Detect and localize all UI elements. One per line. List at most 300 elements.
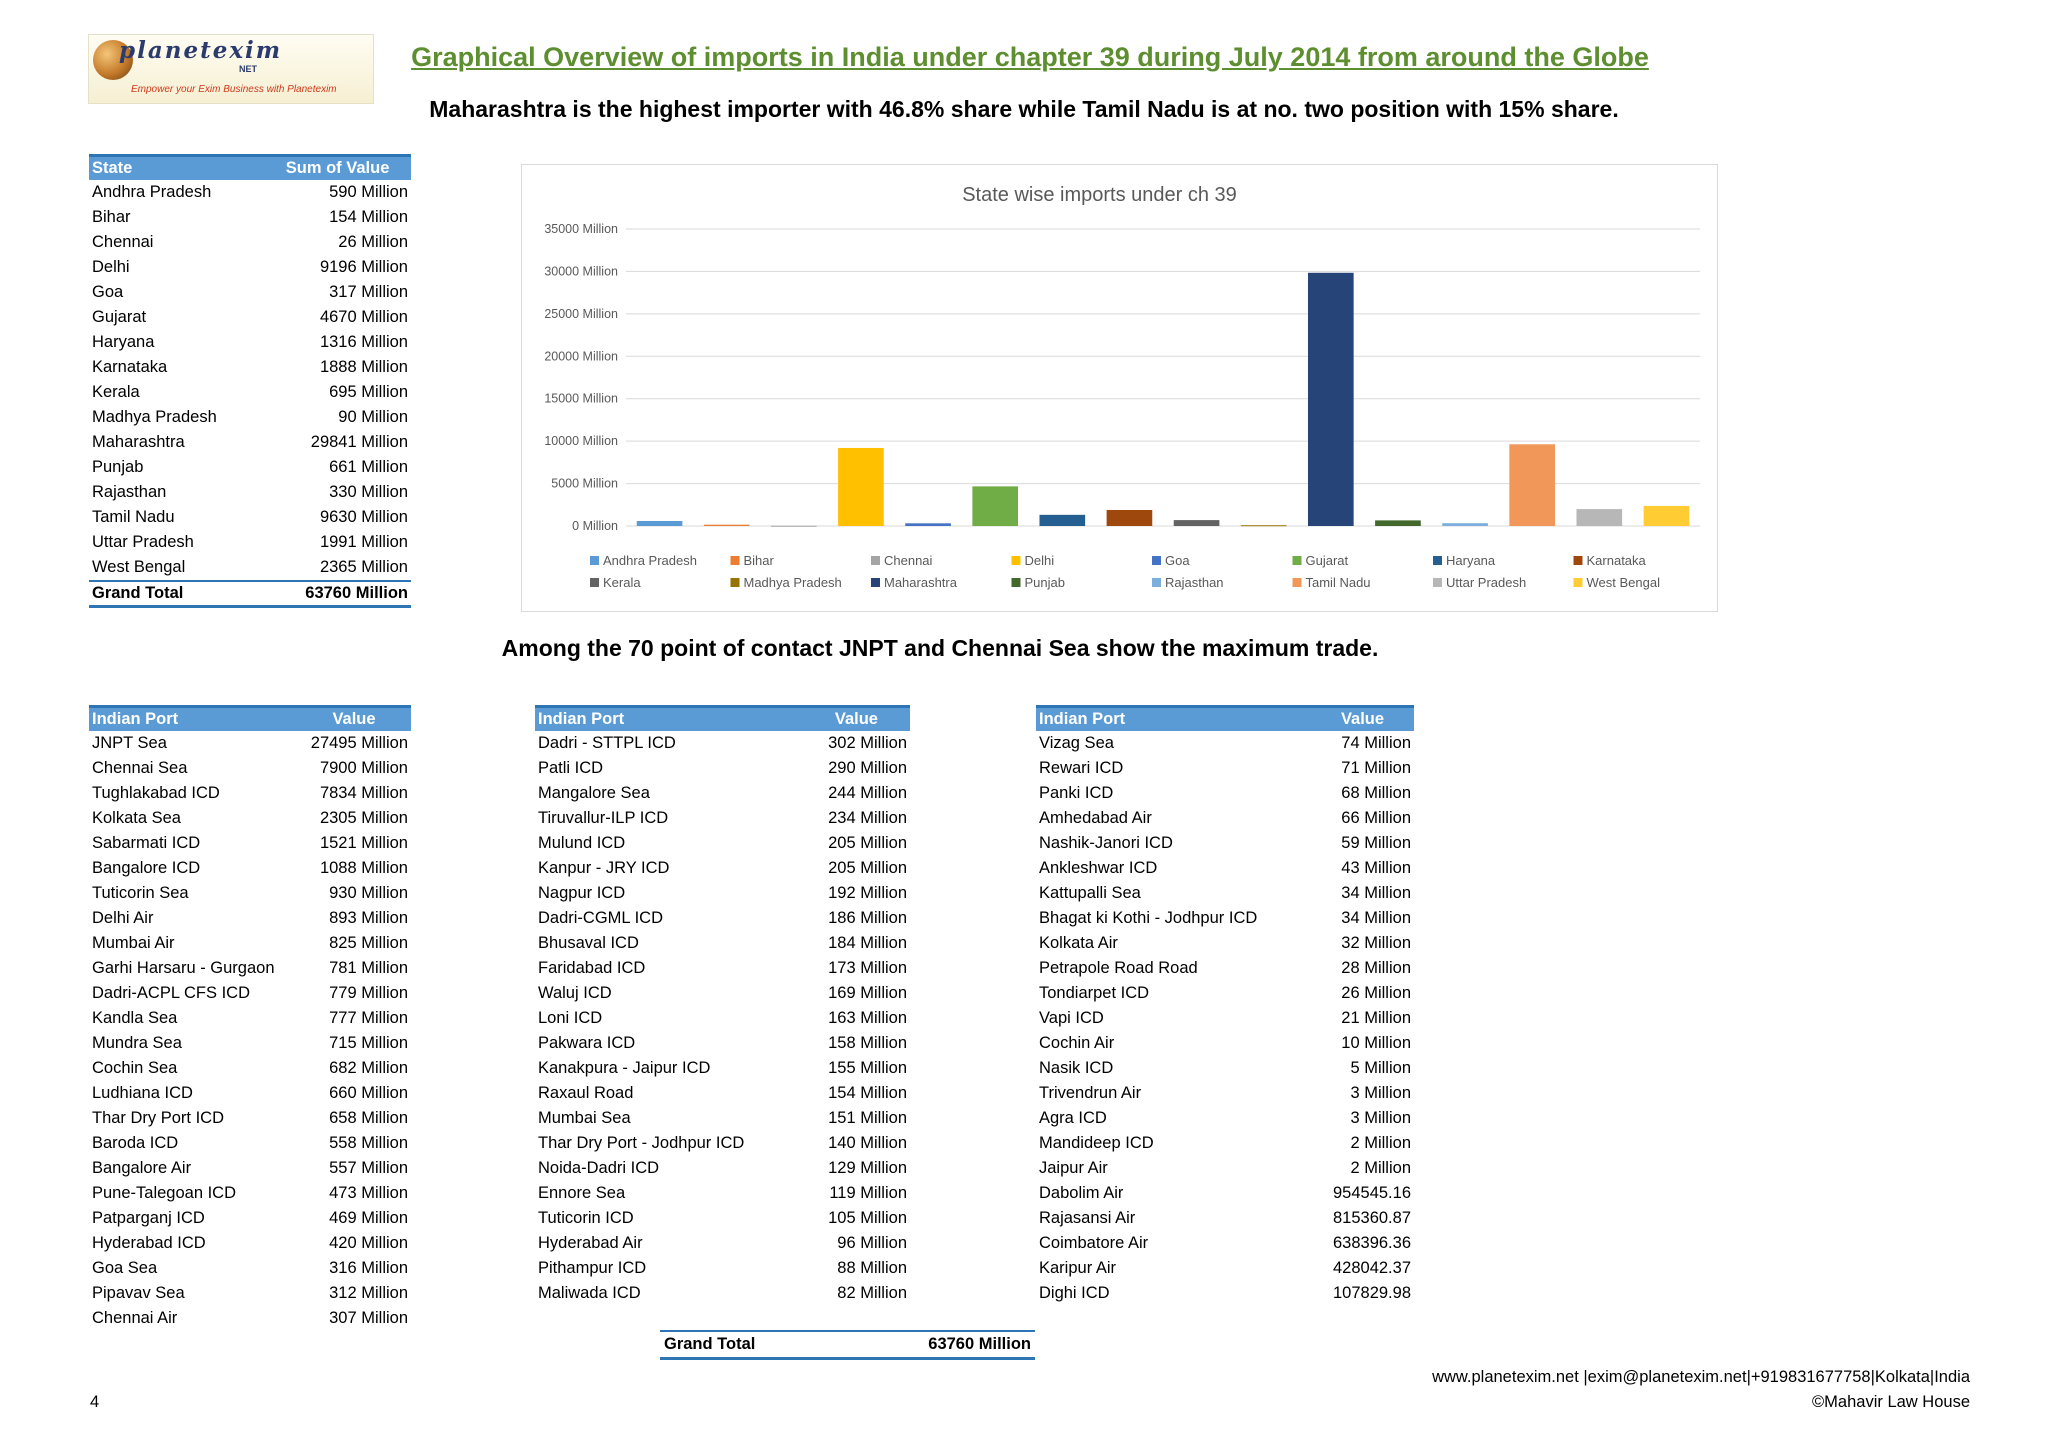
row-value: 302 Million: [828, 734, 907, 752]
row-label: Madhya Pradesh: [92, 408, 217, 426]
row-value: 82 Million: [837, 1284, 907, 1302]
table-row: [1036, 881, 1414, 906]
legend-label: Delhi: [1024, 553, 1055, 568]
row-value: 66 Million: [1341, 809, 1411, 827]
table-row: [1036, 1156, 1414, 1181]
table-row: [89, 205, 411, 230]
row-value: 205 Million: [828, 859, 907, 877]
page-number: 4: [90, 1393, 100, 1411]
col-header-indian-port: Indian Port: [89, 707, 297, 732]
row-label: Pithampur ICD: [538, 1259, 647, 1277]
row-label: Dabolim Air: [1039, 1184, 1124, 1202]
grand-total-row: [89, 581, 411, 607]
row-value: 661 Million: [329, 458, 408, 476]
row-label: Pakwara ICD: [538, 1034, 636, 1052]
table-row: [89, 856, 411, 881]
bar: [1509, 444, 1555, 526]
row-value: 154 Million: [828, 1084, 907, 1102]
row-label: Kattupalli Sea: [1039, 884, 1141, 902]
row-value: 428042.37: [1333, 1259, 1411, 1277]
row-value: 163 Million: [828, 1009, 907, 1027]
row-value: 557 Million: [329, 1159, 408, 1177]
row-value: 28 Million: [1341, 959, 1411, 977]
table-row: [535, 781, 910, 806]
bar: [905, 523, 951, 526]
row-value: 2 Million: [1350, 1159, 1411, 1177]
row-label: Ludhiana ICD: [92, 1084, 193, 1102]
row-value: 558 Million: [329, 1134, 408, 1152]
table-row: [535, 1231, 910, 1256]
table-row: [89, 180, 411, 205]
row-value: 129 Million: [828, 1159, 907, 1177]
bar: [704, 525, 750, 526]
legend-label: Punjab: [1024, 575, 1065, 590]
row-label: Karnataka: [92, 358, 168, 376]
legend-swatch: [590, 556, 599, 565]
row-label: Petrapole Road Road: [1039, 959, 1198, 977]
row-label: Chennai: [92, 233, 154, 251]
table-row: [1036, 781, 1414, 806]
col-header-indian-port: Indian Port: [535, 707, 803, 732]
row-value: 420 Million: [329, 1234, 408, 1252]
table-row: [89, 1056, 411, 1081]
row-label: Amhedabad Air: [1039, 809, 1152, 827]
bar: [1174, 520, 1220, 526]
table-row: [1036, 1281, 1414, 1306]
row-label: Tuticorin Sea: [92, 884, 189, 902]
ports-grand-total: [660, 1330, 1035, 1360]
legend-swatch: [1152, 556, 1161, 565]
row-value: 2305 Million: [319, 809, 408, 827]
legend-label: Goa: [1165, 553, 1190, 568]
row-value: 184 Million: [828, 934, 907, 952]
legend-label: Andhra Pradesh: [603, 553, 697, 568]
row-value: 186 Million: [828, 909, 907, 927]
row-label: Loni ICD: [538, 1009, 603, 1027]
table-row: [89, 756, 411, 781]
col-header-value: Value: [1311, 707, 1414, 732]
row-label: Bhusaval ICD: [538, 934, 639, 952]
legend-label: Madhya Pradesh: [743, 575, 842, 590]
legend-label: Haryana: [1446, 553, 1496, 568]
table-row: [89, 831, 411, 856]
row-label: Kerala: [92, 383, 140, 401]
table-row: [89, 906, 411, 931]
table-row: [89, 806, 411, 831]
row-label: Haryana: [92, 333, 155, 351]
row-label: Ankleshwar ICD: [1039, 859, 1158, 877]
row-value: 316 Million: [329, 1259, 408, 1277]
footer-contact: www.planetexim.net |exim@planetexim.net|+919831677758|Kolkata|India: [1432, 1368, 1970, 1386]
table-row: [535, 1156, 910, 1181]
row-label: Sabarmati ICD: [92, 834, 201, 852]
row-value: 2 Million: [1350, 1134, 1411, 1152]
row-value: 317 Million: [329, 283, 408, 301]
row-value: 9630 Million: [319, 508, 408, 526]
row-label: Dadri - STTPL ICD: [538, 734, 676, 752]
row-label: Tondiarpet ICD: [1039, 984, 1150, 1002]
table-row: [89, 430, 411, 455]
table-row: [89, 1181, 411, 1206]
table-row: [535, 756, 910, 781]
row-label: Patparganj ICD: [92, 1209, 205, 1227]
row-value: 312 Million: [329, 1284, 408, 1302]
row-label: Delhi Air: [92, 909, 154, 927]
row-value: 1991 Million: [319, 533, 408, 551]
table-row: [1036, 1131, 1414, 1156]
row-value: 74 Million: [1341, 734, 1411, 752]
legend-label: Kerala: [603, 575, 641, 590]
row-label: Andhra Pradesh: [92, 183, 212, 201]
row-label: Patli ICD: [538, 759, 604, 777]
row-label: Mangalore Sea: [538, 784, 650, 802]
row-label: Bhagat ki Kothi - Jodhpur ICD: [1039, 909, 1258, 927]
legend-swatch: [1433, 578, 1442, 587]
table-row: [1036, 956, 1414, 981]
row-label: Tuticorin ICD: [538, 1209, 634, 1227]
table-row: [535, 806, 910, 831]
table-row: [89, 1306, 411, 1331]
table-row: [89, 455, 411, 480]
row-label: Mandideep ICD: [1039, 1134, 1154, 1152]
row-label: Panki ICD: [1039, 784, 1114, 802]
ports-summary-heading: Among the 70 point of contact JNPT and Chennai Sea show the maximum trade.: [501, 635, 1379, 661]
row-label: Cochin Sea: [92, 1059, 178, 1077]
row-label: Uttar Pradesh: [92, 533, 194, 551]
row-value: 1316 Million: [319, 333, 408, 351]
row-value: 26 Million: [338, 233, 408, 251]
row-label: Dadri-ACPL CFS ICD: [92, 984, 250, 1002]
row-value: 682 Million: [329, 1059, 408, 1077]
grand-total-label: Grand Total: [664, 1335, 756, 1353]
table-row: [535, 831, 910, 856]
row-value: 307 Million: [329, 1309, 408, 1327]
row-label: Goa Sea: [92, 1259, 158, 1277]
row-value: 658 Million: [329, 1109, 408, 1127]
row-value: 469 Million: [329, 1209, 408, 1227]
table-row: [89, 731, 411, 756]
legend-label: Rajasthan: [1165, 575, 1224, 590]
row-label: Vizag Sea: [1039, 734, 1114, 752]
row-value: 155 Million: [828, 1059, 907, 1077]
row-value: 234 Million: [828, 809, 907, 827]
company-logo: [88, 34, 374, 104]
table-row: [89, 405, 411, 430]
row-label: Mundra Sea: [92, 1034, 182, 1052]
legend-label: Bihar: [743, 553, 774, 568]
row-label: Maharashtra: [92, 433, 185, 451]
row-label: Pipavav Sea: [92, 1284, 185, 1302]
col-header-value: Value: [803, 707, 910, 732]
legend-swatch: [1433, 556, 1442, 565]
table-row: [89, 505, 411, 530]
row-value: 192 Million: [828, 884, 907, 902]
row-label: Waluj ICD: [538, 984, 612, 1002]
table-row: [1036, 981, 1414, 1006]
row-value: 154 Million: [329, 208, 408, 226]
row-value: 1088 Million: [319, 859, 408, 877]
table-row: [89, 1106, 411, 1131]
row-value: 815360.87: [1333, 1209, 1411, 1227]
row-value: 59 Million: [1341, 834, 1411, 852]
row-value: 7834 Million: [319, 784, 408, 802]
row-label: Kanakpura - Jaipur ICD: [538, 1059, 711, 1077]
row-label: Hyderabad ICD: [92, 1234, 206, 1252]
ports-table-1: [89, 705, 411, 1331]
y-tick-label: 30000 Million: [544, 264, 618, 279]
legend-label: Gujarat: [1305, 553, 1349, 568]
table-row: [535, 931, 910, 956]
table-row: [1036, 1006, 1414, 1031]
row-value: 473 Million: [329, 1184, 408, 1202]
row-value: 10 Million: [1341, 1034, 1411, 1052]
row-value: 43 Million: [1341, 859, 1411, 877]
bar: [1039, 515, 1085, 526]
logo-tagline: Empower your Exim Business with Planetexim: [131, 84, 337, 95]
y-tick-label: 25000 Million: [544, 306, 618, 321]
row-label: Gujarat: [92, 308, 147, 326]
row-label: Rajasthan: [92, 483, 167, 501]
row-label: Coimbatore Air: [1039, 1234, 1149, 1252]
legend-label: Chennai: [884, 553, 933, 568]
table-row: [89, 1131, 411, 1156]
row-value: 88 Million: [837, 1259, 907, 1277]
table-row: [535, 1206, 910, 1231]
grand-total-value: 63760 Million: [928, 1335, 1031, 1353]
row-value: 7900 Million: [319, 759, 408, 777]
row-value: 34 Million: [1341, 909, 1411, 927]
table-row: [535, 1131, 910, 1156]
row-value: 90 Million: [338, 408, 408, 426]
table-row: [89, 981, 411, 1006]
legend-label: Maharashtra: [884, 575, 957, 590]
row-label: Kolkata Air: [1039, 934, 1118, 952]
row-label: Chennai Air: [92, 1309, 178, 1327]
row-value: 779 Million: [329, 984, 408, 1002]
row-label: Pune-Talegoan ICD: [92, 1184, 237, 1202]
table-row: [89, 355, 411, 380]
y-tick-label: 15000 Million: [544, 391, 618, 406]
row-value: 173 Million: [828, 959, 907, 977]
state-table: [89, 154, 411, 608]
chart-title: State wise imports under ch 39: [962, 184, 1237, 206]
row-label: Kolkata Sea: [92, 809, 181, 827]
col-header-state: State: [89, 156, 264, 181]
row-value: 21 Million: [1341, 1009, 1411, 1027]
row-label: Nagpur ICD: [538, 884, 626, 902]
table-row: [89, 230, 411, 255]
row-value: 660 Million: [329, 1084, 408, 1102]
table-row: [89, 255, 411, 280]
row-value: 244 Million: [828, 784, 907, 802]
state-summary-heading: Maharashtra is the highest importer with 46.8% share while Tamil Nadu is at no. two position with 15% share.: [429, 96, 1619, 122]
table-row: [535, 1081, 910, 1106]
row-value: 695 Million: [329, 383, 408, 401]
legend-swatch: [1574, 578, 1583, 587]
table-row: [535, 1281, 910, 1306]
row-value: 825 Million: [329, 934, 408, 952]
row-label: Maliwada ICD: [538, 1284, 641, 1302]
table-row: [89, 330, 411, 355]
table-row: [535, 981, 910, 1006]
row-value: 169 Million: [828, 984, 907, 1002]
table-row: [535, 1106, 910, 1131]
row-value: 158 Million: [828, 1034, 907, 1052]
bar: [838, 448, 884, 526]
legend-swatch: [1293, 556, 1302, 565]
col-header-sum-of-value: Sum of Value: [264, 156, 411, 181]
legend-swatch: [590, 578, 599, 587]
table-row: [1036, 756, 1414, 781]
col-header-value: Value: [297, 707, 411, 732]
table-row: [535, 1181, 910, 1206]
row-label: Ennore Sea: [538, 1184, 626, 1202]
row-label: Faridabad ICD: [538, 959, 646, 977]
row-label: Vapi ICD: [1039, 1009, 1104, 1027]
bar: [1107, 510, 1153, 526]
row-label: Mumbai Air: [92, 934, 175, 952]
table-row: [1036, 856, 1414, 881]
row-label: Bihar: [92, 208, 131, 226]
table-row: [89, 530, 411, 555]
bar: [637, 521, 683, 526]
row-value: 777 Million: [329, 1009, 408, 1027]
row-label: Bangalore Air: [92, 1159, 192, 1177]
legend-label: West Bengal: [1586, 575, 1660, 590]
y-tick-label: 0 Million: [572, 519, 618, 533]
logo-net: NET: [239, 64, 257, 74]
row-label: Chennai Sea: [92, 759, 188, 777]
row-label: Cochin Air: [1039, 1034, 1115, 1052]
legend-swatch: [1012, 578, 1021, 587]
row-label: Thar Dry Port ICD: [92, 1109, 225, 1127]
table-row: [535, 1256, 910, 1281]
row-value: 205 Million: [828, 834, 907, 852]
table-row: [89, 1081, 411, 1106]
row-label: Noida-Dadri ICD: [538, 1159, 660, 1177]
row-value: 930 Million: [329, 884, 408, 902]
row-label: Mulund ICD: [538, 834, 626, 852]
row-value: 140 Million: [828, 1134, 907, 1152]
row-value: 330 Million: [329, 483, 408, 501]
row-label: Tiruvallur-ILP ICD: [538, 809, 669, 827]
row-label: Agra ICD: [1039, 1109, 1107, 1127]
legend-swatch: [1574, 556, 1583, 565]
table-row: [89, 781, 411, 806]
row-value: 4670 Million: [319, 308, 408, 326]
table-row: [535, 856, 910, 881]
logo-brand: planetexim: [119, 37, 283, 64]
row-label: JNPT Sea: [92, 734, 167, 752]
row-label: Tamil Nadu: [92, 508, 175, 526]
bar: [1576, 509, 1622, 526]
row-value: 34 Million: [1341, 884, 1411, 902]
y-tick-label: 10000 Million: [544, 434, 618, 449]
row-value: 96 Million: [837, 1234, 907, 1252]
table-row: [89, 881, 411, 906]
y-tick-label: 20000 Million: [544, 349, 618, 364]
row-value: 290 Million: [828, 759, 907, 777]
bar: [1241, 525, 1287, 526]
row-label: Dighi ICD: [1039, 1284, 1110, 1302]
col-header-indian-port: Indian Port: [1036, 707, 1311, 732]
row-label: Jaipur Air: [1039, 1159, 1108, 1177]
row-label: Rewari ICD: [1039, 759, 1124, 777]
table-row: [89, 931, 411, 956]
bar: [1644, 506, 1690, 526]
table-row: [89, 1006, 411, 1031]
bar: [771, 526, 817, 527]
row-label: Thar Dry Port - Jodhpur ICD: [538, 1134, 745, 1152]
row-label: Garhi Harsaru - Gurgaon: [92, 959, 275, 977]
row-value: 638396.36: [1333, 1234, 1411, 1252]
footer-copyright: ©Mahavir Law House: [1812, 1393, 1970, 1411]
legend-swatch: [1293, 578, 1302, 587]
table-row: [535, 1056, 910, 1081]
chart-svg: [522, 165, 1717, 611]
row-label: Raxaul Road: [538, 1084, 634, 1102]
table-row: [89, 380, 411, 405]
table-row: [89, 956, 411, 981]
row-label: Punjab: [92, 458, 144, 476]
table-row: [1036, 1106, 1414, 1131]
row-label: Delhi: [92, 258, 130, 276]
row-value: 27495 Million: [310, 734, 408, 752]
legend-label: Karnataka: [1586, 553, 1646, 568]
row-value: 32 Million: [1341, 934, 1411, 952]
table-row: [1036, 906, 1414, 931]
row-label: Trivendrun Air: [1039, 1084, 1142, 1102]
table-row: [535, 956, 910, 981]
table-row: [1036, 1231, 1414, 1256]
table-row: [89, 280, 411, 305]
legend-swatch: [731, 578, 740, 587]
table-row: [1036, 1031, 1414, 1056]
row-label: Nasik ICD: [1039, 1059, 1114, 1077]
ports-table-3: [1036, 705, 1414, 1306]
grand-total-value: 63760 Million: [264, 581, 411, 607]
row-value: 3 Million: [1350, 1084, 1411, 1102]
grand-total-label: Grand Total: [89, 581, 264, 607]
table-row: [1036, 1256, 1414, 1281]
table-row: [535, 906, 910, 931]
row-label: Hyderabad Air: [538, 1234, 643, 1252]
row-label: Karipur Air: [1039, 1259, 1117, 1277]
bar: [1308, 273, 1354, 526]
y-tick-label: 5000 Million: [551, 476, 618, 491]
bar: [972, 486, 1018, 526]
legend-label: Uttar Pradesh: [1446, 575, 1527, 590]
ports-table-2: [535, 705, 910, 1306]
table-row: [535, 881, 910, 906]
y-tick-label: 35000 Million: [544, 222, 618, 236]
table-row: [89, 1156, 411, 1181]
legend-label: Tamil Nadu: [1305, 575, 1371, 590]
table-row: [1036, 806, 1414, 831]
row-label: Kandla Sea: [92, 1009, 178, 1027]
row-value: 954545.16: [1333, 1184, 1411, 1202]
table-row: [89, 1031, 411, 1056]
row-value: 151 Million: [828, 1109, 907, 1127]
row-label: Bangalore ICD: [92, 859, 201, 877]
legend-swatch: [1152, 578, 1161, 587]
table-row: [1036, 831, 1414, 856]
row-value: 1888 Million: [319, 358, 408, 376]
row-label: Baroda ICD: [92, 1134, 179, 1152]
row-value: 781 Million: [329, 959, 408, 977]
bar: [1375, 520, 1421, 526]
legend-swatch: [1012, 556, 1021, 565]
